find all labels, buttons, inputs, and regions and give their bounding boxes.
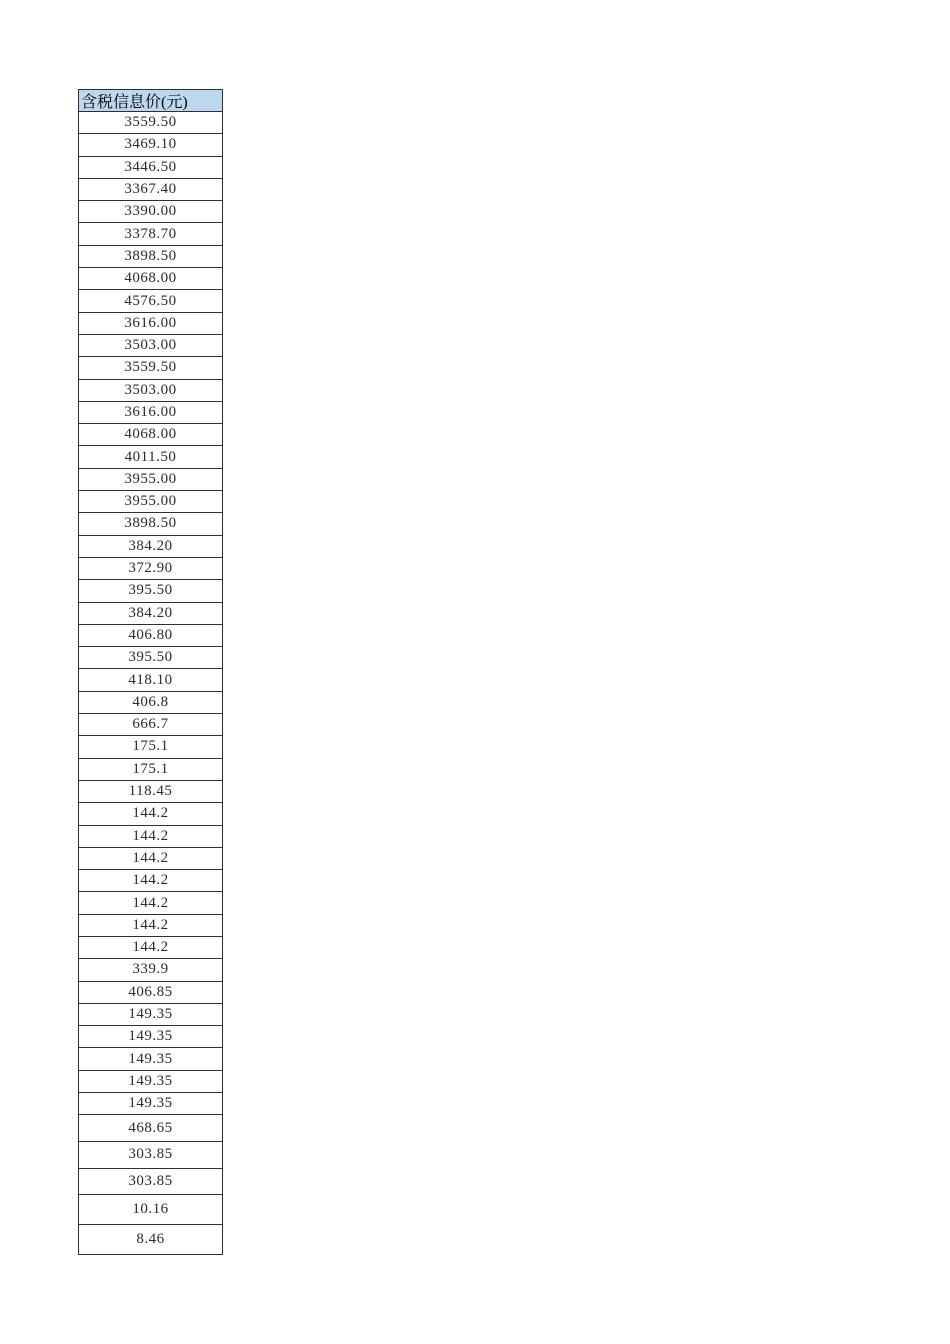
table-row[interactable]: 4068.00 xyxy=(79,424,222,446)
table-row[interactable]: 175.1 xyxy=(79,736,222,758)
table-row[interactable]: 3378.70 xyxy=(79,223,222,245)
table-row[interactable]: 418.10 xyxy=(79,669,222,691)
table-row[interactable]: 149.35 xyxy=(79,1093,222,1115)
table-row[interactable]: 372.90 xyxy=(79,558,222,580)
table-row[interactable]: 3616.00 xyxy=(79,313,222,335)
table-row[interactable]: 144.2 xyxy=(79,937,222,959)
table-row[interactable]: 149.35 xyxy=(79,1071,222,1093)
table-row[interactable]: 406.8 xyxy=(79,692,222,714)
table-row[interactable]: 3955.00 xyxy=(79,491,222,513)
table-row[interactable]: 3503.00 xyxy=(79,380,222,402)
table-row[interactable]: 4576.50 xyxy=(79,290,222,312)
table-row[interactable]: 406.85 xyxy=(79,982,222,1004)
table-row[interactable]: 10.16 xyxy=(79,1195,222,1225)
table-row[interactable]: 144.2 xyxy=(79,803,222,825)
table-row[interactable]: 144.2 xyxy=(79,826,222,848)
table-row[interactable]: 303.85 xyxy=(79,1169,222,1196)
table-row[interactable]: 666.7 xyxy=(79,714,222,736)
table-row[interactable]: 175.1 xyxy=(79,759,222,781)
table-row[interactable]: 4068.00 xyxy=(79,268,222,290)
table-row[interactable]: 384.20 xyxy=(79,536,222,558)
table-row[interactable]: 4011.50 xyxy=(79,446,222,468)
table-row[interactable]: 3503.00 xyxy=(79,335,222,357)
table-row[interactable]: 468.65 xyxy=(79,1115,222,1142)
table-row[interactable]: 3559.50 xyxy=(79,112,222,134)
column-header-cell[interactable]: 含税信息价(元) xyxy=(79,90,222,112)
table-row[interactable]: 3898.50 xyxy=(79,513,222,535)
table-row[interactable]: 3955.00 xyxy=(79,469,222,491)
table-row[interactable]: 144.2 xyxy=(79,848,222,870)
table-body xyxy=(79,112,222,1254)
table-row[interactable]: 3469.10 xyxy=(79,134,222,156)
table-row[interactable]: 384.20 xyxy=(79,603,222,625)
table-row[interactable]: 8.46 xyxy=(79,1225,222,1255)
table-row[interactable]: 149.35 xyxy=(79,1004,222,1026)
table-row[interactable]: 144.2 xyxy=(79,892,222,914)
table-row[interactable]: 3390.00 xyxy=(79,201,222,223)
table-row[interactable]: 303.85 xyxy=(79,1142,222,1169)
table-row[interactable]: 149.35 xyxy=(79,1048,222,1070)
table-row[interactable]: 406.80 xyxy=(79,625,222,647)
price-column-table xyxy=(78,89,223,1255)
table-row[interactable]: 3898.50 xyxy=(79,246,222,268)
table-row[interactable]: 339.9 xyxy=(79,959,222,981)
table-row[interactable]: 3367.40 xyxy=(79,179,222,201)
table-row[interactable]: 3559.50 xyxy=(79,357,222,379)
table-row[interactable]: 395.50 xyxy=(79,647,222,669)
table-row[interactable]: 149.35 xyxy=(79,1026,222,1048)
table-row[interactable]: 395.50 xyxy=(79,580,222,602)
table-row[interactable]: 3616.00 xyxy=(79,402,222,424)
table-row[interactable]: 3446.50 xyxy=(79,157,222,179)
table-row[interactable]: 118.45 xyxy=(79,781,222,803)
table-row[interactable]: 144.2 xyxy=(79,870,222,892)
table-row[interactable]: 144.2 xyxy=(79,915,222,937)
